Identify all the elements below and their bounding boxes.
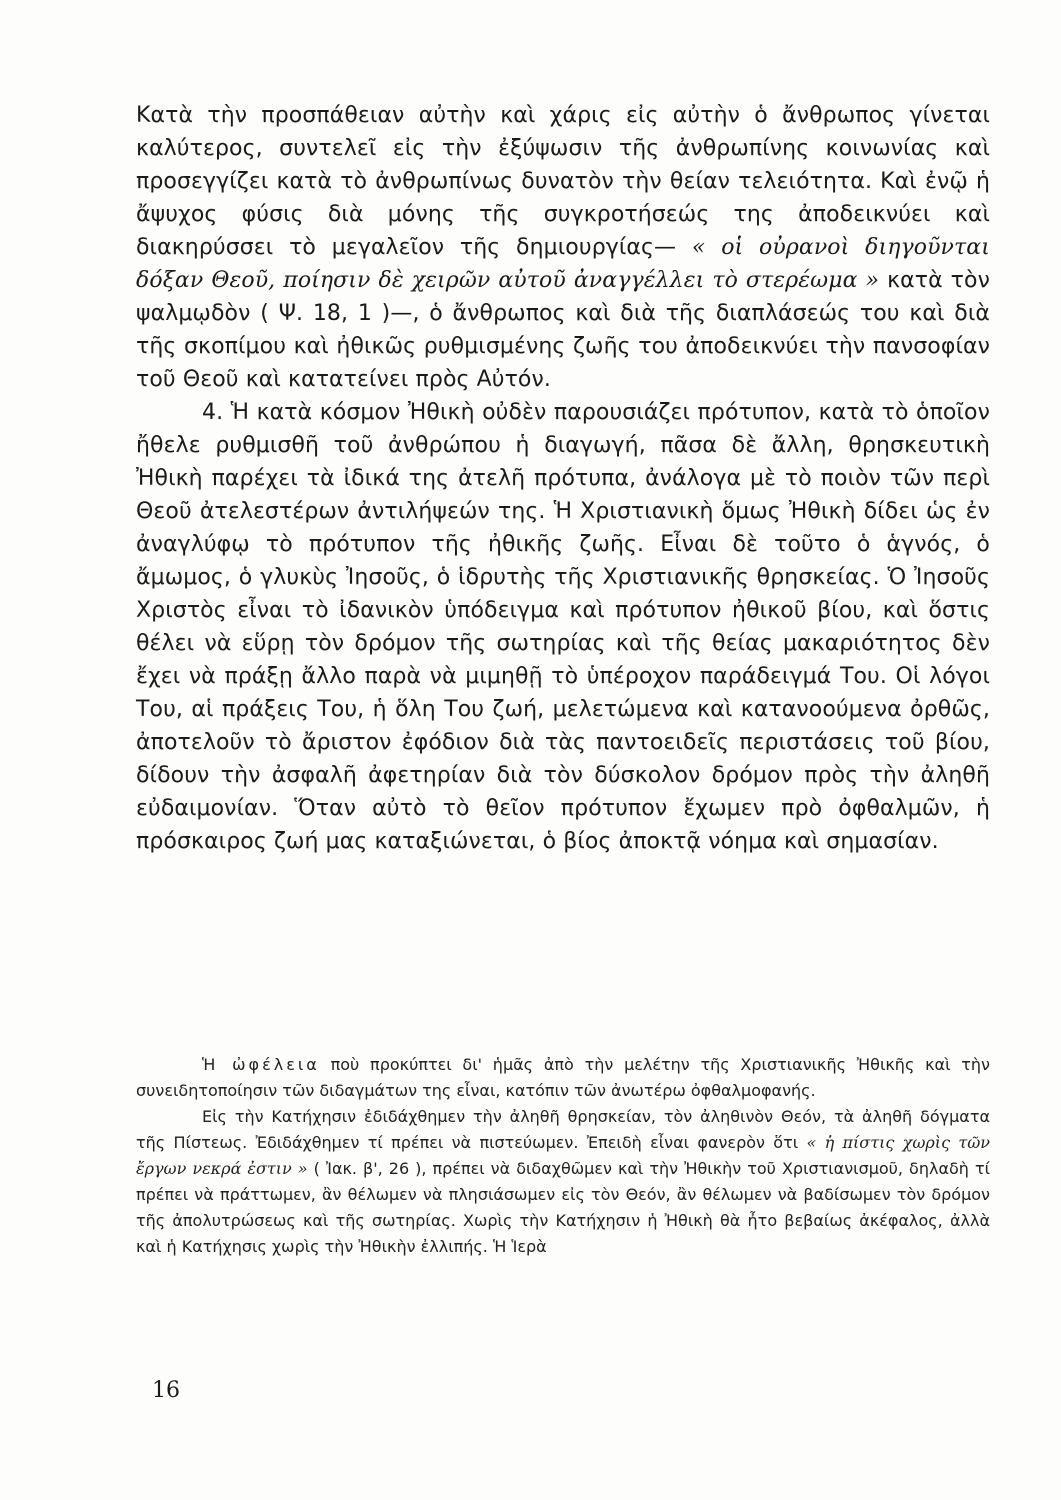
james-quote: « ἡ πίστις χωρὶς τῶν ἔργων νεκρά ἐστιν » (136, 1133, 990, 1178)
paragraph-2: 4. Ἡ κατὰ κόσμον Ἠθικὴ οὐδὲν παρουσιάζει πρότυπον, κατὰ τὸ ὁποῖον ἤθελε ρυθμισθῆ τοῦ ἀνθρώπου ἡ διαγωγή, πᾶσα δὲ ἄλλη, θρησκευτικὴ Ἠθικὴ παρέχει τὰ ἰδικά της ἀτελῆ πρότυπα, ἀνάλογα μὲ τὸ ποιὸν τῶν περὶ Θεοῦ ἀτελεστέρων ἀντιλήψεών της. Ἡ Χριστιανικὴ ὅμως Ἠθικὴ δίδει ὡς ἐν ἀναγλύφῳ τὸ πρότυπον τῆς ἠθικῆς ζωῆς. Εἶναι δὲ τοῦτο ὁ ἁγνός, ὁ ἄμωμος, ὁ γλυκὺς Ἰησοῦς, ὁ ἱδρυτὴς τῆς Χριστιανικῆς θρησκείας. Ὁ Ἰησοῦς Χριστὸς εἶναι τὸ ἰδανικὸν ὑπόδειγμα καὶ πρότυπον ἠθικοῦ βίου, καὶ ὅστις θέλει νὰ εὕρῃ τὸν δρόμον τῆς σωτηρίας καὶ τῆς θείας μακαριότητος δὲν ἔχει νὰ πράξῃ ἄλλο παρὰ νὰ μιμηθῇ τὸ ὑπέροχον παράδειγμά Του. Οἱ λόγοι Του, αἱ πράξεις Του, ἡ ὅλη Του ζωή, μελετώμενα καὶ κατανοούμενα ὀρθῶς, ἀποτελοῦν τὸ ἄριστον ἐφόδιον διὰ τὰς παντοειδεῖς περιστάσεις τοῦ βίου, δίδουν τὴν ἀσφαλῆ ἀφετηρίαν διὰ τὸν δύσκολον δρόμον πρὸς τὴν ἀληθῆ εὐδαιμονίαν. Ὅταν αὐτὸ τὸ θεῖον πρότυπον ἔχωμεν πρὸ ὀφθαλμῶν, ἡ πρόσκαιρος ζωή μας καταξιώνεται, ὁ βίος ἀποκτᾷ νόημα καὶ σημασίαν. (136, 400, 990, 854)
paragraph-1 (136, 99, 990, 396)
main-text-block (136, 99, 990, 858)
note-paragraph-2-text-a: Εἰς τὴν Κατήχησιν ἐδιδάχθημεν τὴν ἀληθῆ θρησκείαν, τὸν ἀληθινὸν Θεόν, τὰ ἀληθῆ δόγματα τῆς Πίστεως. Ἐδιδάχθημεν τί πρέπει νὰ πιστεύωμεν. Ἐπειδὴ εἶναι φανερὸν ὅτι (136, 1107, 990, 1152)
note-paragraph-2 (136, 1104, 990, 1260)
paragraph-1-text-a: Κατὰ τὴν προσπάθειαν αὐτὴν καὶ χάρις εἰς αὐτὴν ὁ ἄνθρωπος γίνεται καλύτερος, συντελεῖ εἰς τὴν ἐξύψωσιν τῆς ἀνθρωπίνης κοινωνίας καὶ προσεγγίζει κατὰ τὸ ἀνθρωπίνως δυνατὸν τὴν θείαν τελειότητα. Καὶ ἐνῷ ἡ ἄψυχος φύσις διὰ μόνης τῆς συγκροτήσεώς της ἀποδεικνύει καὶ διακηρύσσει τὸ μεγαλεῖον τῆς δημιουργίας— (136, 103, 990, 260)
note-paragraph-2-text-b: ( Ἰακ. β', 26 ), πρέπει νὰ διδαχθῶμεν καὶ τὴν Ἠθικὴν τοῦ Χριστιανισμοῦ, δηλαδὴ τί πρέπει νὰ πράττωμεν, ἂν θέλωμεν νὰ πλησιάσωμεν εἰς τὸν Θεόν, ἂν θέλωμεν νὰ βαδίσωμεν τὸν δρόμον τῆς ἀπολυτρώσεως καὶ τῆς σωτηρίας. Χωρὶς τὴν Κατήχησιν ἡ Ἠθικὴ θὰ ἦτο βεβαίως ἀκέφαλος, ἀλλὰ καὶ ἡ Κατήχησις χωρὶς τὴν Ἠθικὴν ἐλλιπής. Ἡ Ἱερὰ (136, 1159, 990, 1256)
small-print-block (136, 1052, 990, 1260)
note-emphasis: Ἡ ὠφέλεια (202, 1055, 320, 1074)
paragraph-1-text-b: κατὰ τὸν ψαλμῳδὸν ( Ψ. 18, 1 )—, ὁ ἄνθρωπος καὶ διὰ τῆς διαπλάσεώς του καὶ διὰ τῆς σκοπίμου καὶ ἠθικῶς ρυθμισμένης ζωῆς του ἀποδεικνύει τὴν πανσοφίαν τοῦ Θεοῦ καὶ κατατείνει πρὸς Αὐτόν. (136, 268, 990, 392)
page-number: 16 (152, 1378, 180, 1403)
note-paragraph-1-text: ποὺ προκύπτει δι' ἡμᾶς ἀπὸ τὴν μελέτην τῆς Χριστιανικῆς Ἠθικῆς καὶ τὴν συνειδητοποίησιν τῶν διδαγμάτων της εἶναι, κατόπιν τῶν ἀνωτέρω ὀφθαλμοφανής. (136, 1055, 990, 1100)
psalm-quote: « οἱ οὐρανοὶ διηγοῦνται δόξαν Θεοῦ, ποίησιν δὲ χειρῶν αὐτοῦ ἀναγγέλλει τὸ στερέωμα » (136, 235, 990, 293)
note-paragraph-1 (136, 1052, 990, 1104)
